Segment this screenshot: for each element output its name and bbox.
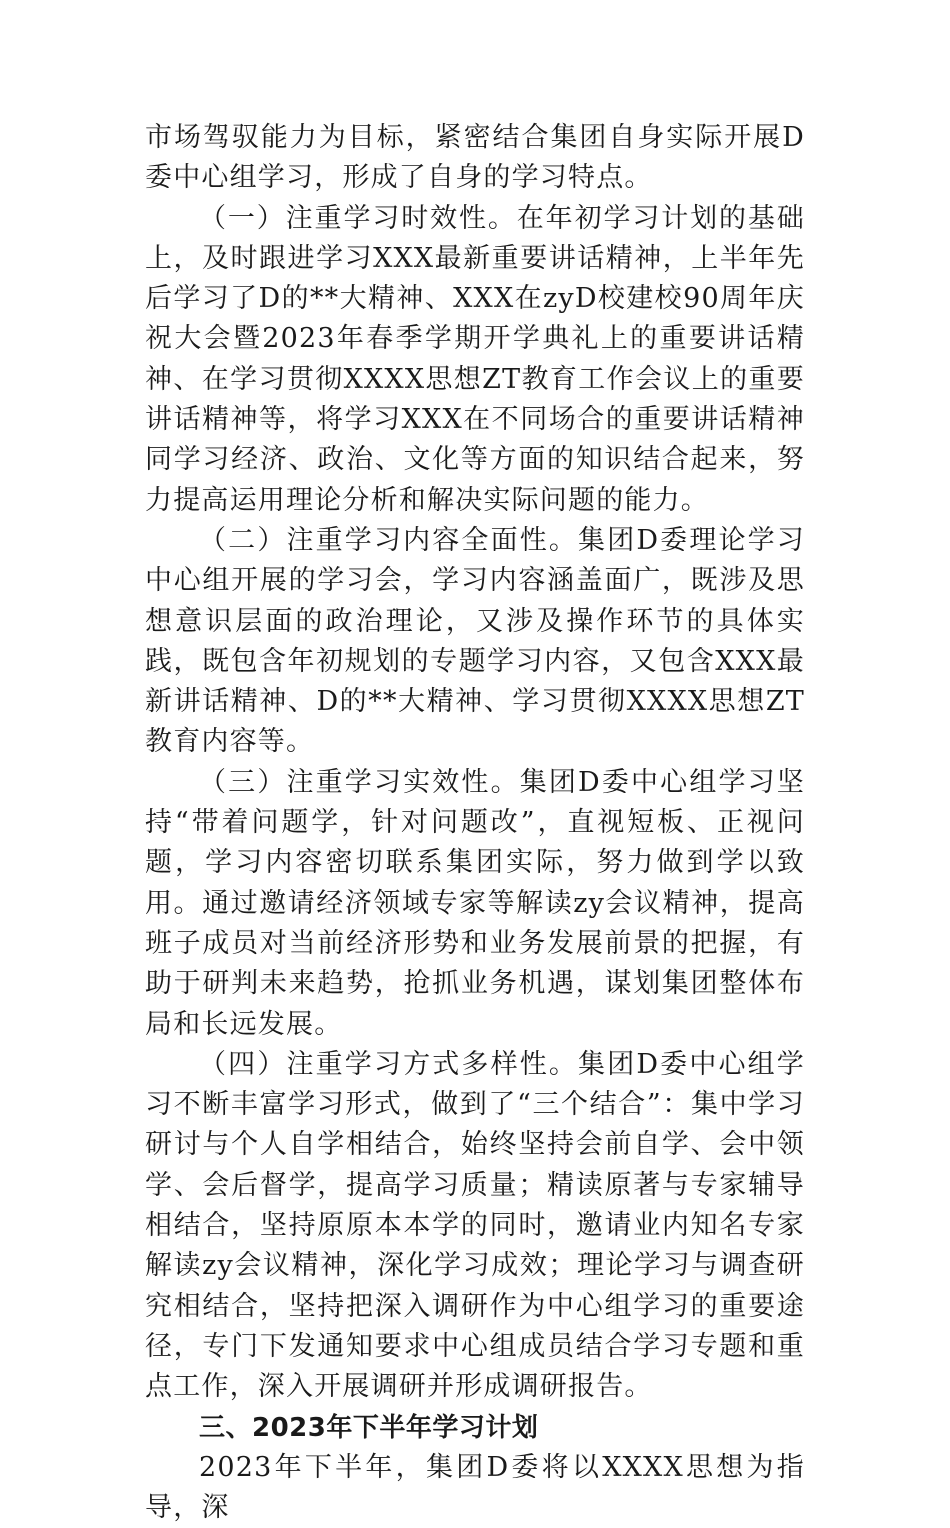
section-heading: 三、2023年下半年学习计划	[199, 1412, 539, 1443]
paragraph-point-4-diversity: （四）注重学习方式多样性。集团D委中心组学习不断丰富学习形式，做到了“三个结合”：集中学习研讨与个人自学相结合，始终坚持会前自学、会中领学、会后督学，提高学习质量；精读原著与专家辅导相结合，坚持原原本本学的同时，邀请业内知名专家解读zy会议精神，深化学习成效；理论学习与调查研究相结合，坚持把深入调研作为中心组学习的重要途径，专门下发通知要求中心组成员结合学习专题和重点工作，深入开展调研并形成调研报告。	[145, 1048, 805, 1403]
paragraph-point-3-effectiveness: （三）注重学习实效性。集团D委中心组学习坚持“带着问题学，针对问题改”，直视短板、正视问题，学习内容密切联系集团实际，努力做到学以致用。通过邀请经济领域专家等解读zy会议精神，提高班子成员对当前经济形势和业务发展前景的把握，有助于研判未来趋势，抢抓业务机遇，谋划集团整体布局和长远发展。	[145, 766, 805, 1040]
paragraph-point-1-timeliness: （一）注重学习时效性。在年初学习计划的基础上，及时跟进学习XXX最新重要讲话精神，上半年先后学习了D的**大精神、XXX在zyD校建校90周年庆祝大会暨2023年春季学期开学典礼上的重要讲话精神、在学习贯彻XXXX思想ZT教育工作会议上的重要讲话精神等，将学习XXX在不同场合的重要讲话精神同学习经济、政治、文化等方面的知识结合起来，努力提高运用理论分析和解决实际问题的能力。	[145, 202, 805, 516]
paragraph-intro-continuation: 市场驾驭能力为目标，紧密结合集团自身实际开展D委中心组学习，形成了自身的学习特点。	[145, 122, 805, 194]
document-body	[145, 118, 805, 1528]
paragraph-point-2-comprehensiveness: （二）注重学习内容全面性。集团D委理论学习中心组开展的学习会，学习内容涵盖面广，既涉及思想意识层面的政治理论，又涉及操作环节的具体实践，既包含年初规划的专题学习内容，又包含XXX最新讲话精神、D的**大精神、学习贯彻XXXX思想ZT教育内容等。	[145, 524, 805, 758]
paragraph-closing: 2023年下半年，集团D委将以XXXX思想为指导，深	[145, 1451, 805, 1524]
